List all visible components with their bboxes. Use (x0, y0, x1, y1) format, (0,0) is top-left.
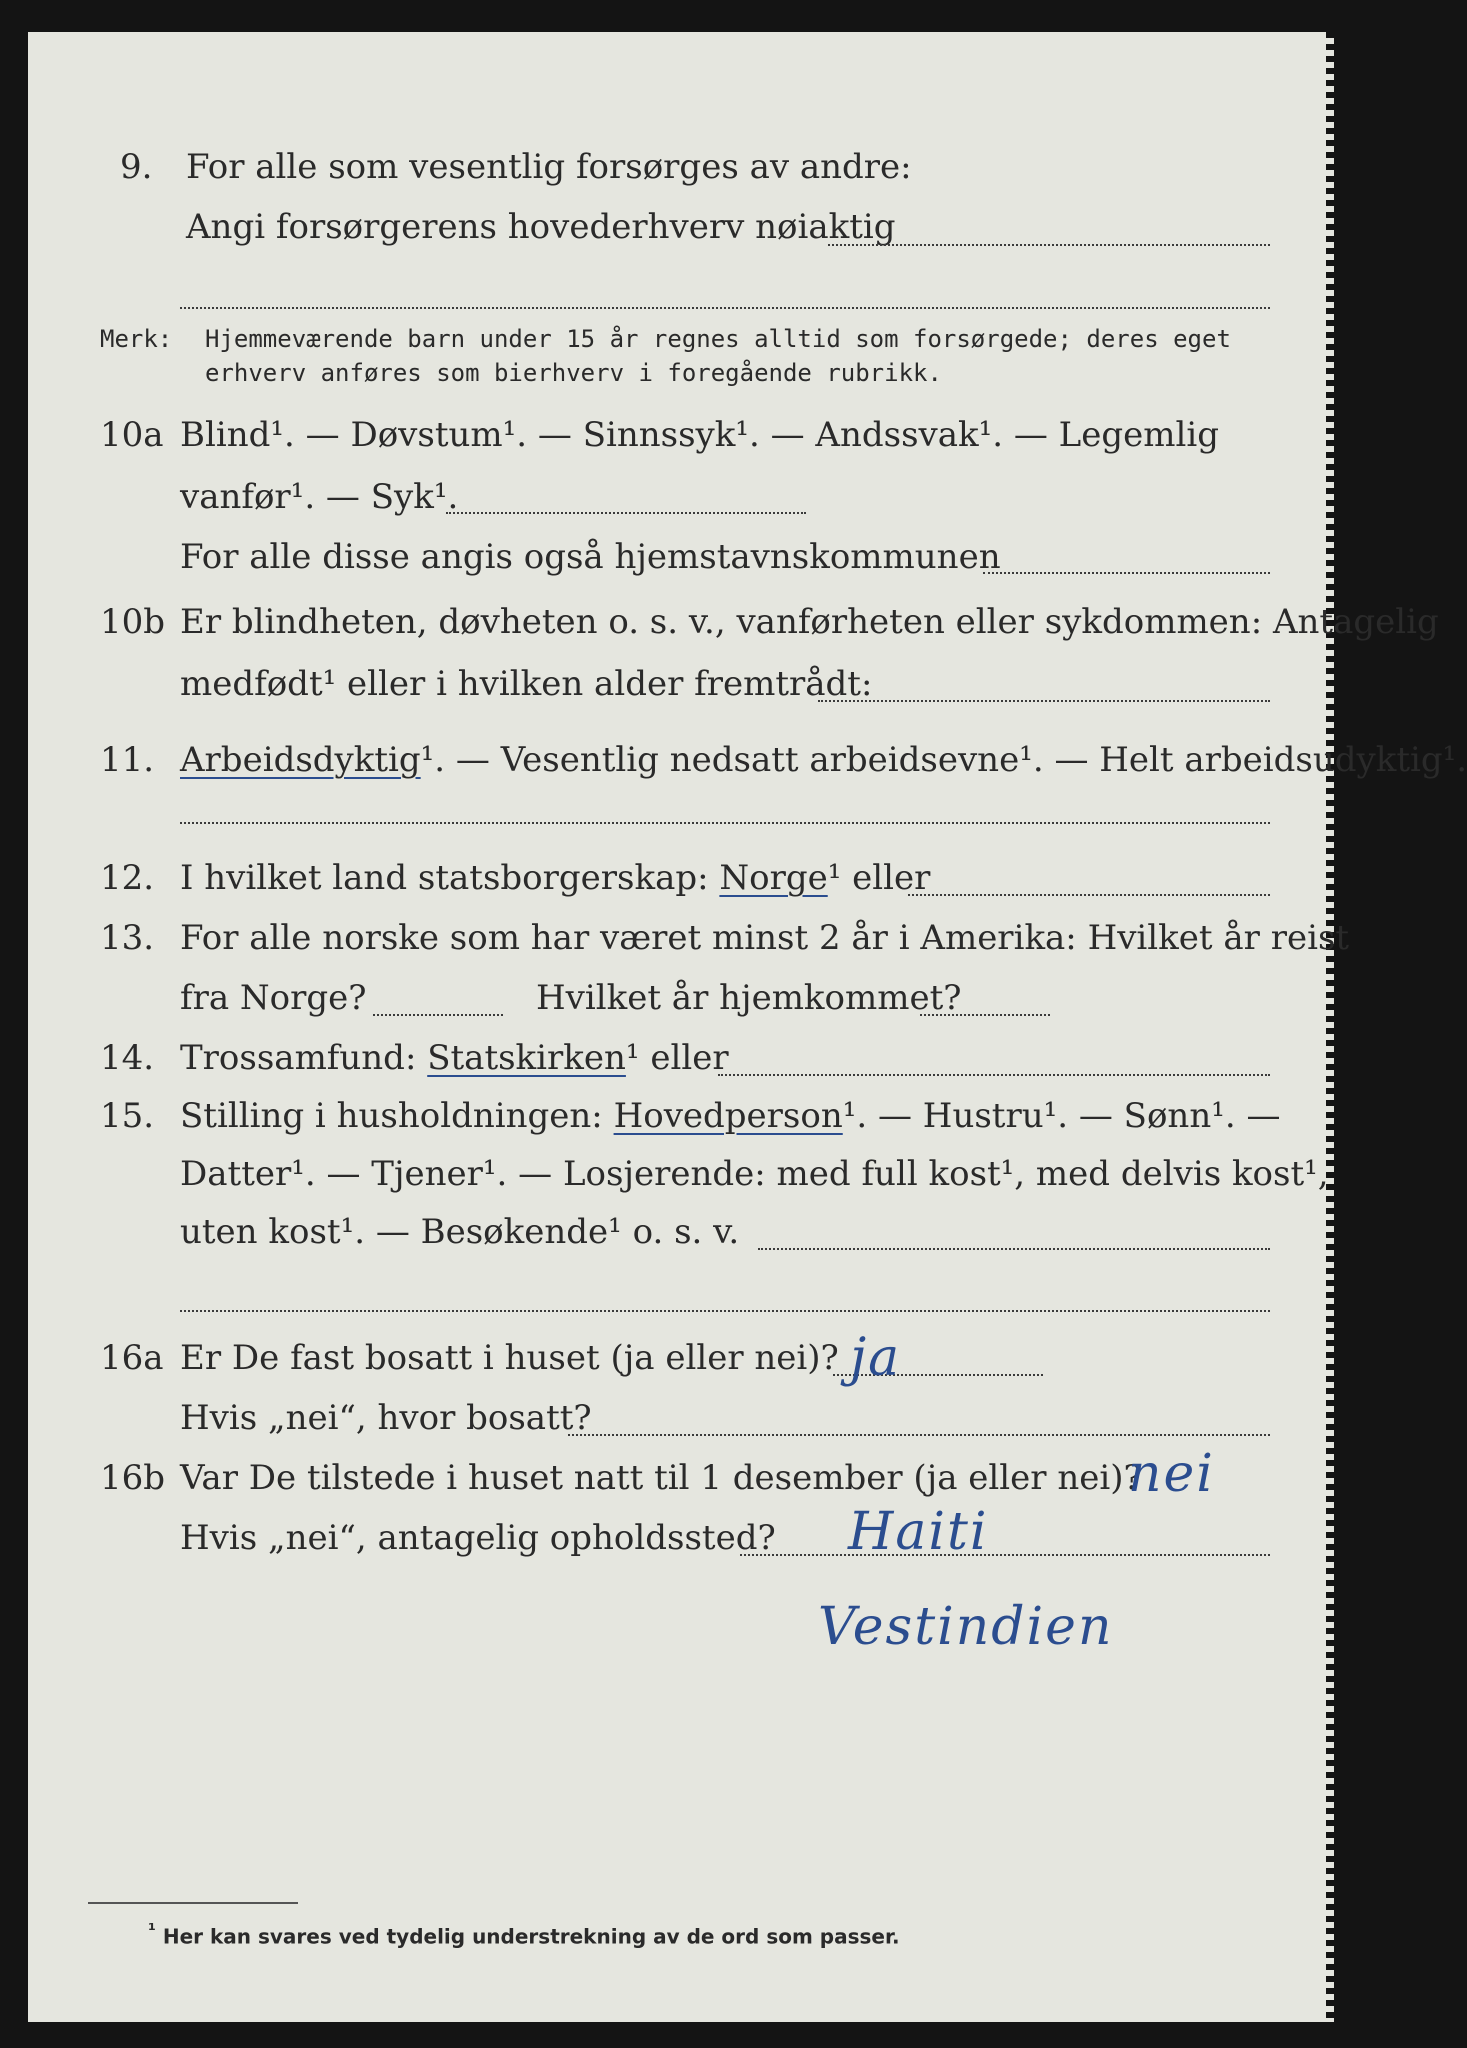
q15-line1 (180, 1096, 1280, 1136)
q14-text (180, 1038, 729, 1078)
q12-after: ¹ eller (827, 858, 931, 898)
q10b-answer-line (818, 700, 1270, 702)
q10a-number: 10a (100, 415, 164, 455)
q10a-hjemstavn-line (983, 572, 1270, 574)
q16b-opholdssted-line (740, 1554, 1270, 1556)
q16b-handwritten-region: Vestindien (818, 1597, 1114, 1657)
q16b-line2: Hvis „nei“, antagelig opholdssted? (180, 1518, 776, 1558)
q13-reist-line (373, 1014, 503, 1016)
q16a-handwritten-answer: ja (850, 1328, 902, 1388)
q9-answer-line2 (180, 307, 1270, 309)
q13-hjemkommet-line (920, 1014, 1050, 1016)
q14-answer-line (718, 1074, 1270, 1076)
q14-question: Trossamfund: (180, 1038, 417, 1078)
q13-line2a: fra Norge? (180, 978, 367, 1018)
q14-number: 14. (100, 1038, 155, 1078)
q10a-line1: Blind¹. — Døvstum¹. — Sinnssyk¹. — Andssvak¹. — Legemlig (180, 415, 1219, 455)
q9-line1: For alle som vesentlig forsørges av andre: (186, 147, 912, 187)
q12-text (180, 858, 930, 898)
q10b-line1: Er blindheten, døvheten o. s. v., vanførheten eller sykdommen: Antagelig (180, 602, 1439, 642)
q15-line2: Datter¹. — Tjener¹. — Losjerende: med full kost¹, med delvis kost¹, (180, 1154, 1329, 1194)
merk-label: Merk: (100, 325, 173, 353)
q10a-line3: For alle disse angis også hjemstavnskommunen (180, 537, 1001, 577)
q16b-handwritten-answer: nei (1128, 1444, 1215, 1504)
q10a-line2: vanfør¹. — Syk¹. (180, 477, 459, 517)
q12-number: 12. (100, 858, 155, 898)
q9-line2: Angi forsørgerens hovederhverv nøiaktig (186, 207, 896, 247)
footnote-text: Her kan svares ved tydelig understrekning av de ord som passer. (162, 1924, 900, 1949)
q15-line1a: Stilling i husholdningen: (180, 1096, 603, 1136)
q12-answer-line (908, 894, 1270, 896)
q11-underlined-answer: Arbeidsdyktig (180, 740, 421, 780)
q10a-answer-line (446, 512, 806, 514)
q16a-bosatt-line (568, 1434, 1270, 1436)
q13-line2b: Hvilket år hjemkommet? (536, 978, 962, 1018)
q15-underlined-answer: Hovedperson (613, 1096, 843, 1136)
q16b-number: 16b (100, 1458, 166, 1498)
q16b-line1: Var De tilstede i huset natt til 1 desember (ja eller nei)? (180, 1458, 1142, 1498)
q13-line1: For alle norske som har været minst 2 år i Amerika: Hvilket år reist (180, 918, 1350, 958)
film-edge (1326, 32, 1334, 2022)
q9-number: 9. (120, 147, 153, 187)
q13-number: 13. (100, 918, 155, 958)
q11-number: 11. (100, 740, 155, 780)
q15-answer-line (758, 1248, 1270, 1250)
footnote (148, 1920, 900, 1949)
footnote-rule (88, 1902, 298, 1904)
q10b-line2: medfødt¹ eller i hvilken alder fremtrådt: (180, 664, 873, 704)
q12-question: I hvilket land statsborgerskap: (180, 858, 709, 898)
q9-answer-line (828, 244, 1270, 246)
census-form-page (28, 32, 1467, 2022)
q14-underlined-answer: Statskirken (427, 1038, 626, 1078)
q11-text (180, 740, 1467, 780)
q16a-line1: Er De fast bosatt i huset (ja eller nei)? (180, 1338, 839, 1378)
q14-after: ¹ eller (625, 1038, 729, 1078)
merk-text: Hjemmeværende barn under 15 år regnes alltid som forsørgede; deres eget erhverv anføres som bierhverv i foregående rubrikk. (205, 325, 1231, 387)
q11-answer-line (180, 822, 1270, 824)
q11-rest: ¹. — Vesentlig nedsatt arbeidsevne¹. — Helt arbeidsudyktig¹. (420, 740, 1467, 780)
q15-answer-line2 (180, 1310, 1270, 1312)
q16a-line2: Hvis „nei“, hvor bosatt? (180, 1398, 592, 1438)
q16b-handwritten-place: Haiti (848, 1502, 989, 1562)
q12-underlined-answer: Norge (719, 858, 828, 898)
q15-number: 15. (100, 1096, 155, 1136)
q15-line3: uten kost¹. — Besøkende¹ o. s. v. (180, 1212, 740, 1252)
q10b-number: 10b (100, 602, 166, 642)
q16a-number: 16a (100, 1338, 164, 1378)
footnote-mark: ¹ (148, 1920, 156, 1941)
q15-line1b: ¹. — Hustru¹. — Sønn¹. — (842, 1096, 1281, 1136)
